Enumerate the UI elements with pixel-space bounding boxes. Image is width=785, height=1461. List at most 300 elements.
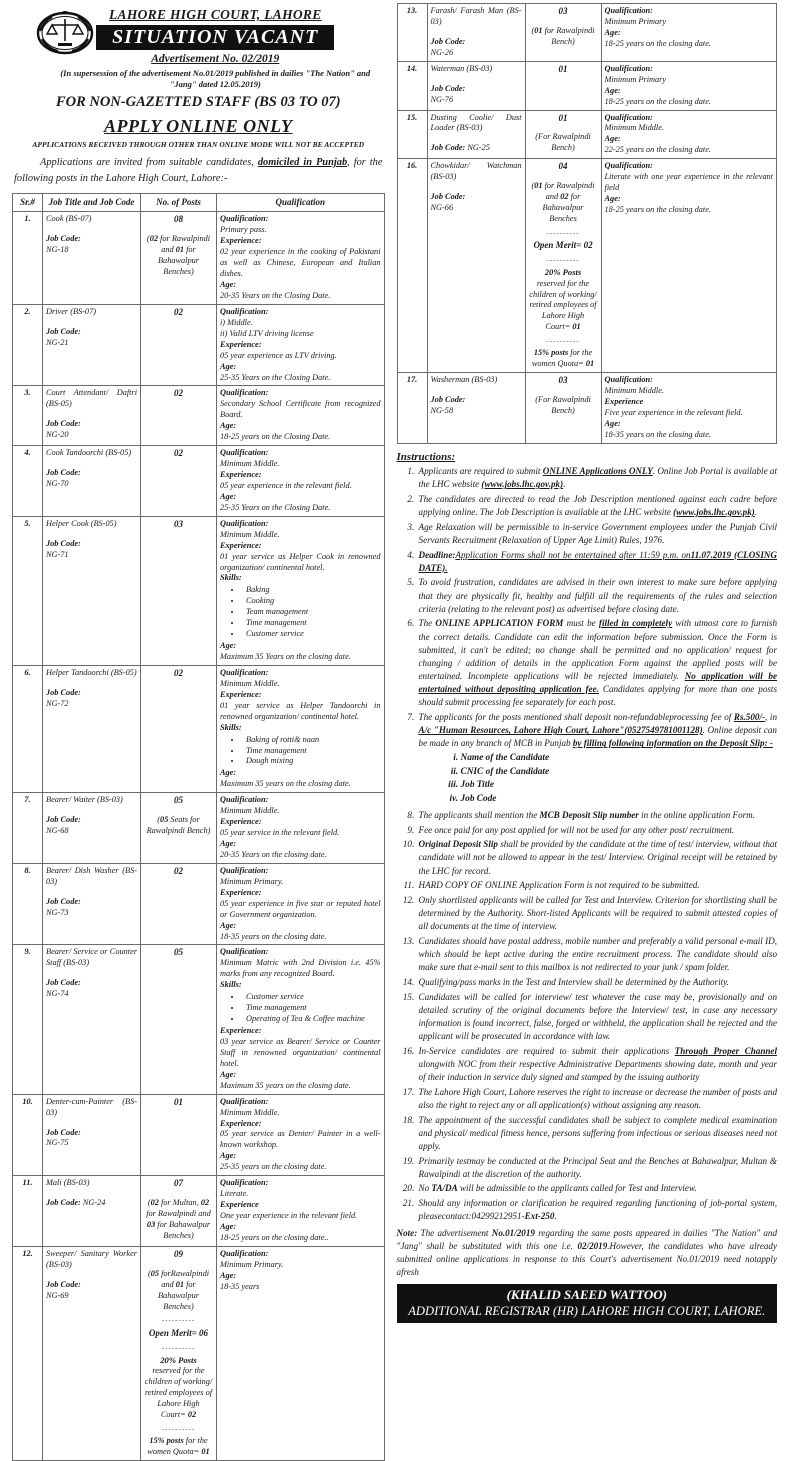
quota-text: reserved for the children of working/ retired employees of Lahore High Court= 02 — [144, 1366, 213, 1419]
table-header-row — [13, 193, 385, 212]
instruction-item: 20. No TA/DA will be admissible to the applicants called for Test and Interview. — [417, 1182, 777, 1195]
divider: ---------- — [546, 337, 580, 346]
skill-item: • Baking of rotti& naan — [242, 735, 381, 746]
cell-no-of-posts — [525, 373, 601, 444]
qualification-label: Qualification: — [604, 161, 653, 171]
cell-qualification — [217, 793, 385, 864]
experience-label: Experience: — [220, 689, 262, 699]
posts-count: 09 — [174, 1248, 183, 1259]
cell-qualification — [217, 1246, 385, 1460]
qualification-text: i) Middle. ii) Valid LTV driving license — [220, 317, 314, 338]
job-title-text: Driver (BS-07) — [46, 306, 96, 316]
job-code: Job Code: — [46, 815, 81, 825]
age-label: Age: — [604, 194, 621, 204]
cell-qualification — [217, 516, 385, 665]
divider: ---------- — [161, 1424, 196, 1433]
posts-count: 03 — [558, 375, 568, 386]
qualification-label: Qualification: — [220, 667, 269, 677]
age-label: Age: — [220, 920, 237, 930]
experience-label: Experience: — [220, 1026, 262, 1035]
table-row — [397, 159, 776, 373]
age-text: Maximum 35 Years on the closing date. — [220, 652, 351, 661]
experience-label: Experience: — [220, 540, 262, 550]
age-label: Age: — [604, 419, 621, 429]
note-label: Note: — [396, 1227, 418, 1238]
intro-text-1: Applications are invited from suitable candidates, — [40, 157, 258, 169]
posts-count: 02 — [174, 306, 183, 317]
age-text: 18-25 years on the closing date. — [604, 96, 711, 106]
age-label: Age: — [220, 491, 237, 501]
table-row — [13, 212, 385, 305]
cell-job-title — [43, 1094, 141, 1176]
cell-job-title — [43, 1246, 141, 1460]
instruction-item: 2. The candidates are directed to read the Job Description mentioned against each cadre before applying online. The Job Description is available at the LHC website (www.jobs.lhc.gov.pk). — [417, 493, 777, 519]
job-code-value: NG-76 — [430, 94, 454, 104]
cell-job-title — [43, 1176, 141, 1247]
posts-breakdown: (01 for Rawalpindi Bench) — [531, 25, 595, 46]
skills-label: Skills: — [220, 573, 242, 583]
age-text: Maximum 35 years on the closing date. — [220, 779, 351, 789]
instructions-list — [397, 465, 777, 1224]
qualification-label: Qualification: — [220, 306, 269, 316]
age-text: Maximum 35 years on the closing date. — [220, 1080, 351, 1090]
job-code-value: NG-58 — [430, 406, 454, 416]
offline-not-accepted-note: APPLICATIONS RECEIVED THROUGH OTHER THAN ONLINE MODE WILL NOT BE ACCEPTED — [32, 140, 365, 150]
job-code-value: NG-70 — [46, 479, 69, 488]
experience-text: 05 year service in the relevant field. — [220, 828, 340, 838]
col-header-qualification: Qualification — [217, 193, 385, 212]
instruction-item: 15. Candidates will be called for interview/ test whatever the case may be, provisionally and on detailed scrutiny of the original documents before the Interview/ test, in case any necessary information is found incorrect, false, forged or withheld, the application shall be rejected and the applicant will be prosecuted in accordance with law. — [417, 991, 777, 1044]
age-text: 20-35 Years on the closing date. — [220, 849, 327, 859]
qualification-text: Minimum Middle. — [220, 678, 280, 688]
age-label: Age: — [220, 1069, 237, 1079]
instruction-item: 3. Age Relaxation will be permissible to in-service Government employees under the Punjab Civil Servants Recruitment (Relaxation of Upper Age Limit) Rules, 1976. — [417, 521, 777, 547]
experience-text: 01 year service as Helper Cook in renowned organization/ continental hotel. — [220, 551, 381, 572]
divider: ---------- — [161, 1343, 196, 1352]
posts-count: 02 — [174, 667, 183, 678]
job-code-value: NG-75 — [46, 1138, 69, 1148]
posts-breakdown: (02 for Multan, 02 for Rawalpindi and 03 for Bahawalpur Benches) — [146, 1198, 211, 1240]
job-title-text: Court Attendant/ Daftri (BS-05) — [46, 388, 137, 409]
job-title-text: Cook Tandoorchi (BS-05) — [46, 448, 132, 458]
age-label: Age: — [604, 85, 621, 95]
jobs-table-right — [397, 3, 777, 444]
court-emblem-icon — [34, 7, 96, 55]
job-code-value: NG-72 — [46, 698, 69, 708]
cell-sr: 6. — [13, 665, 43, 792]
age-label: Age: — [220, 839, 237, 848]
instruction-item: 6. The ONLINE APPLICATION FORM must be filled in completely with utmost care to furnish the correct details. Candidate can edit the information before submission. Once the Form is submitted, it can't be edited; no change shall be permitted and no application/ request for changing / addition of details in the application Form against the applied posts will be entertained. Incomplete applications will be rejected immediately. No application will be entertained without depositing application fee. Candidates applying for more than one posts should submit processing fee separately for each post. — [417, 617, 777, 709]
skills-label: Skills: — [220, 980, 242, 990]
posts-count: 02 — [174, 448, 183, 459]
instructions-title: Instructions: — [396, 450, 456, 463]
job-title-text: Denter-cum-Painter (BS-03) — [46, 1096, 137, 1117]
document-header — [12, 3, 385, 149]
table-row — [13, 446, 385, 517]
cell-qualification — [217, 1094, 385, 1176]
table-row — [13, 793, 385, 864]
qualification-text: Minimum Matric with 2nd Division i.e. 45% marks from any recognized Board. — [220, 958, 381, 979]
qualification-text: Minimum Middle. — [604, 123, 664, 133]
qualification-label: Qualification: — [220, 1248, 269, 1258]
qualification-text: Minimum Middle. — [220, 529, 280, 539]
age-label: Age: — [220, 280, 237, 289]
deposit-slip-item: ii. CNIC of the Candidate — [461, 766, 777, 780]
instruction-item: 16. In-Service candidates are required to submit their applications Through Proper Channel alongwith NOC from their respective Administrative Departments showing date, month and year of their induction in service duly signed and stamped by the issuing authority — [417, 1045, 777, 1085]
posts-count: 01 — [558, 63, 568, 74]
age-text: 20-35 Years on the Closing Date. — [220, 290, 331, 300]
cell-no-of-posts — [141, 1094, 217, 1176]
job-code: Job Code: NG-24 — [46, 1198, 106, 1208]
cell-job-title — [43, 793, 141, 864]
qualification-label: Qualification: — [220, 947, 269, 957]
instruction-item: 12. Only shortlisted applicants will be called for Test and Interview. Criterion for shortlisting shall be determined by the Authority. Short-listed Applicants will be required to submit attested copies of all documents at the time of interview. — [417, 894, 777, 934]
age-text: 25-35 Years on the Closing Date. — [220, 372, 331, 382]
job-code: Job Code: — [46, 687, 81, 697]
skills-label: Skills: — [220, 722, 242, 732]
cell-sr: 13. — [397, 4, 427, 62]
job-code: Job Code: — [430, 36, 466, 46]
job-code: Job Code: — [46, 978, 81, 988]
cell-no-of-posts — [525, 4, 601, 62]
cell-sr: 14. — [397, 61, 427, 110]
qualification-text: Minimum Primary. — [220, 876, 284, 886]
posts-count: 02 — [174, 388, 183, 399]
job-code-value: NG-69 — [46, 1290, 69, 1300]
job-title-text: Helper Tandoorchi (BS-05) — [46, 667, 137, 677]
intro-text-2: , for the following posts in the Lahore High Court, Lahore:- — [14, 157, 383, 185]
table-row — [13, 304, 385, 386]
col-header-title: Job Title and Job Code — [43, 193, 141, 212]
quota-percent: 20% Posts — [544, 267, 582, 278]
apply-online-heading: APPLY ONLINE ONLY — [104, 116, 293, 137]
skills-list — [220, 585, 381, 640]
table-row — [13, 665, 385, 792]
job-code: Job Code: — [430, 192, 466, 202]
job-title-text: Washerman (BS-03) — [430, 375, 498, 385]
experience-label: Experience — [604, 397, 644, 407]
cell-qualification — [217, 212, 385, 305]
skill-item: • Cooking — [242, 596, 381, 607]
age-text: 18-35 years on the closing date. — [604, 430, 711, 440]
experience-text: 02 year experience in the cooking of Pakistani as well as Chinese, European and Italian dishes. — [220, 247, 381, 279]
age-text: 18-25 years on the closing date. — [604, 205, 711, 214]
job-title-text: Sweeper/ Sanitary Worker (BS-03) — [46, 1248, 137, 1269]
qualification-text: Minimum Middle. — [604, 386, 664, 396]
job-code-value: NG-66 — [430, 203, 454, 213]
table-row — [397, 4, 776, 62]
qualification-label: Qualification: — [220, 865, 269, 875]
cell-sr: 12. — [13, 1246, 43, 1460]
cell-sr: 7. — [13, 793, 43, 864]
instruction-item: 1. Applicants are required to submit ONLINE Applications ONLY. Online Job Portal is available at the LHC website (www.jobs.lhc.gov.pk). — [417, 465, 777, 491]
cell-sr: 17. — [397, 373, 427, 444]
instruction-item: 21. Should any information or clarification be required regarding functioning of job-portal system, pleasecontact:04299212951-Ext-250. — [417, 1197, 777, 1223]
experience-label: Experience: — [220, 887, 262, 897]
job-code: Job Code: — [46, 1127, 81, 1137]
cell-sr: 3. — [13, 386, 43, 446]
women-quota: 15% posts for the women Quota= 01 — [147, 1436, 210, 1456]
posts-count: 03 — [174, 518, 183, 529]
age-text: 18-25 years on the closing date.. — [220, 1232, 329, 1242]
qualification-label: Qualification: — [220, 214, 269, 224]
cell-no-of-posts — [141, 793, 217, 864]
cell-no-of-posts — [525, 110, 601, 159]
divider: ---------- — [161, 1316, 196, 1325]
cell-qualification — [601, 61, 776, 110]
skill-item: • Team management — [242, 607, 381, 618]
job-code: Job Code: — [430, 395, 466, 405]
cell-no-of-posts — [525, 61, 601, 110]
age-label: Age: — [220, 1151, 237, 1161]
job-code-value: NG-68 — [46, 826, 69, 836]
cell-qualification — [601, 159, 776, 373]
table-row — [397, 110, 776, 159]
posts-count: 08 — [174, 214, 183, 225]
instruction-item: 13. Candidates should have postal address, mobile number and preferably a valid personal e-mail ID, which should be kept active during the entire recruitment process. The candidate should also make sure that e-mail sent to this mailbox is not redirected to your junk / spam folder. — [417, 935, 777, 975]
age-text: 18-35 years on the closing date. — [220, 931, 327, 941]
signatory-name: (KHALID SAEED WATTOO) — [506, 1287, 667, 1303]
posts-count: 03 — [558, 6, 568, 16]
qualification-text: Literate with one year experience in the relevant field — [604, 172, 773, 193]
instruction-item: 14. Qualifying/pass marks in the Test and Interview shall be determined by the Authority. — [417, 976, 777, 989]
skill-item: • Baking — [242, 585, 381, 596]
table-row — [397, 61, 776, 110]
job-code-value: NG-21 — [46, 337, 69, 347]
cell-job-title — [43, 863, 141, 945]
qualification-text: Secondary School Certificate from recognized Board. — [220, 399, 381, 420]
job-title-text: Bearer/ Waiter (BS-03) — [46, 795, 123, 805]
cell-qualification — [217, 446, 385, 517]
table-row — [13, 945, 385, 1094]
cell-no-of-posts — [141, 386, 217, 446]
experience-text: 05 year experience in the relevant field. — [220, 480, 352, 490]
quota-text: reserved for the children of working/ retired employees of Lahore High Court= 01 — [529, 278, 597, 332]
skill-item: • Time management — [242, 618, 381, 629]
situation-vacant-banner: SITUATION VACANT — [96, 25, 334, 50]
age-text: 25-35 Years on the Closing Date. — [220, 502, 331, 512]
cell-no-of-posts — [141, 1176, 217, 1247]
table-row — [13, 516, 385, 665]
age-label: Age: — [220, 361, 237, 371]
instruction-item: 17. The Lahore High Court, Lahore reserves the right to increase or decrease the number of posts and also the right to reject any or all application(s) without assigning any reason. — [417, 1086, 777, 1112]
left-column — [4, 3, 391, 1456]
posts-breakdown: (01 for Rawalpindi and 02 for Bahawalpur Benches — [531, 181, 595, 223]
cell-job-title — [427, 159, 525, 373]
right-column — [395, 3, 781, 1319]
signatory-designation: ADDITIONAL REGISTRAR (HR) LAHORE HIGH COURT, LAHORE. — [408, 1304, 766, 1319]
instruction-item: 19. Primarily testmay be conducted at the Principal Seat and the Benches at Bahawalpur, Multan & Rawalpindi at the discretion of the authority. — [417, 1155, 777, 1181]
qualification-text: Minimum Middle. — [220, 806, 280, 816]
experience-label: Experience: — [220, 817, 262, 827]
posts-count: 05 — [174, 947, 183, 958]
women-quota: 15% posts for the women Quota= 01 — [531, 348, 595, 369]
cell-job-title — [427, 61, 525, 110]
divider: ---------- — [546, 255, 580, 264]
job-code: Job Code: — [46, 419, 81, 429]
cell-no-of-posts — [141, 863, 217, 945]
instruction-item: 4. Deadline:Application Forms shall not be entertained after 11:59 p.m. on11.07.2019 (CLOSING DATE). — [417, 549, 777, 575]
age-text: 18-25 years on the Closing Date. — [220, 432, 331, 442]
job-title-text: Bearer/ Service or Counter Staff (BS-03) — [46, 947, 137, 968]
table-row — [13, 863, 385, 945]
job-title-text: Waterman (BS-03) — [430, 63, 493, 73]
instruction-item: 5. To avoid frustration, candidates are advised in their own interest to make sure before applying that they are physically fit, healthy and fulfill all the requirements of the rules and selection criteria (relating to the relevant post) as advertised before closing date. — [417, 576, 777, 616]
cell-job-title — [43, 945, 141, 1094]
experience-text: 05 year service as Denter/ Painter in a well-known workshop. — [220, 1129, 381, 1150]
age-label: Age: — [220, 1270, 237, 1280]
qualification-text: Primary pass. — [220, 225, 267, 235]
posts-count: 04 — [558, 161, 568, 172]
skills-list — [220, 992, 381, 1025]
job-code-value: NG-73 — [46, 907, 69, 917]
experience-label: Experience: — [220, 339, 262, 349]
skill-item: • Time management — [242, 1003, 381, 1014]
instruction-item: 8. The applicants shall mention the MCB Deposit Slip number in the online application Form. — [417, 809, 777, 822]
age-label: Age: — [604, 27, 621, 37]
age-text: 22-25 years on the closing date. — [604, 145, 711, 155]
skill-item: • Time management — [242, 746, 381, 757]
job-code-value: NG-74 — [46, 989, 69, 999]
cell-sr: 11. — [13, 1176, 43, 1247]
cell-job-title — [43, 212, 141, 305]
experience-text: Five year experience in the relevant field. — [604, 408, 743, 418]
cell-job-title — [43, 516, 141, 665]
experience-text: 05 year experience as LTV driving. — [220, 350, 337, 360]
posts-breakdown: (05 forRawalpindi and 01 for Bahawalpur Benches) — [147, 1268, 210, 1311]
posts-count: 05 — [174, 795, 183, 806]
age-label: Age: — [604, 134, 621, 144]
intro-domicile: domiciled in Punjab — [257, 157, 348, 169]
job-title-text: Farash/ Farash Man (BS-03) — [430, 6, 522, 26]
qualification-text: Minimum Primary. — [220, 1259, 284, 1269]
posts-count: 07 — [174, 1178, 183, 1189]
age-label: Age: — [220, 1221, 237, 1231]
skill-item: • Dough mixing — [242, 756, 381, 767]
advertisement-number: Advertisement No. 02/2019 — [151, 53, 280, 65]
table-row — [13, 1246, 385, 1460]
job-title-text: Helper Cook (BS-05) — [46, 518, 117, 528]
posts-count: 02 — [174, 865, 183, 876]
cell-sr: 15. — [397, 110, 427, 159]
qualification-label: Qualification: — [220, 1178, 269, 1188]
table-row — [397, 373, 776, 444]
job-code: Job Code: — [46, 234, 81, 244]
job-code-value: NG-20 — [46, 430, 69, 440]
note-block — [397, 1227, 777, 1280]
job-title-text: Chowkidar/ Watchman (BS-03) — [430, 161, 522, 182]
posts-breakdown: (05 Seats for Rawalpindi Bench) — [146, 815, 211, 836]
table-row — [13, 1176, 385, 1247]
qualification-label: Qualification: — [604, 112, 653, 122]
supersession-note: (In supersession of the advertisement No.01/2019 published in dailies "The Nation" and "Jang" dated 12.05.2019) — [60, 68, 371, 89]
job-code: Job Code: — [46, 1279, 81, 1289]
cell-no-of-posts — [141, 516, 217, 665]
cell-job-title — [43, 446, 141, 517]
col-header-sr: Sr.# — [13, 193, 43, 212]
deposit-slip-item: iii. Job Title — [461, 779, 777, 793]
experience-label: Experience: — [220, 1118, 262, 1128]
open-merit: Open Merit= 02 — [533, 240, 593, 251]
instruction-item: 18. The appointment of the successful candidates shall be subject to complete medical examination and physical/ medical fitness hence, persons suffering from infectious or serious diseases need not apply. — [417, 1114, 777, 1154]
cell-sr: 10. — [13, 1094, 43, 1176]
job-code-value: NG-18 — [46, 245, 69, 255]
deposit-slip-item: i. Name of the Candidate — [461, 752, 777, 766]
posts-breakdown: (For Rawalpindi Bench) — [535, 132, 591, 153]
age-text: 25-35 years on the closing date. — [220, 1162, 327, 1172]
note-text: The advertisement No.01/2019 regarding the same posts appeared in dailies "The Nation" and "Jang" shall be substituted with this one i.e. 02/2019.However, the candidates who have already submitted online applications in response to this Court's advertisement No.01/2019 need notapply afresh — [396, 1227, 777, 1278]
age-label: Age: — [220, 768, 237, 778]
qualification-text: Minimum Middle. — [220, 459, 280, 469]
qualification-label: Qualification: — [220, 518, 269, 528]
table-row — [13, 386, 385, 446]
experience-label: Experience: — [220, 470, 262, 479]
qualification-text: Minimum Middle. — [220, 1107, 280, 1117]
jobs-table-left — [12, 193, 385, 1461]
experience-text: One year experience in the relevant field. — [220, 1211, 358, 1220]
experience-label: Experience: — [220, 236, 262, 246]
cell-job-title — [43, 386, 141, 446]
divider: ---------- — [546, 228, 580, 237]
cell-sr: 8. — [13, 863, 43, 945]
cell-job-title — [427, 110, 525, 159]
instruction-item: 7. The applicants for the posts mentioned shall deposit non-refundableprocessing fee of Rs.500/-, in A/c "Human Resources, Lahore High Court, Lahore"(0527549781001128). Online deposit can be made in any branch of MCB in Punjab by filling following information on the Deposit Slip: - i. Name of the Candidate ii. CNIC of the Candidate iii. Job Title iv. Job Code — [417, 711, 777, 807]
job-code: Job Code: — [46, 326, 81, 336]
job-title-text: Cook (BS-07) — [46, 214, 92, 224]
cell-qualification — [601, 110, 776, 159]
cell-no-of-posts — [141, 945, 217, 1094]
job-code: Job Code: — [430, 83, 466, 93]
cell-job-title — [43, 665, 141, 792]
posts-count: 01 — [558, 112, 568, 123]
job-title-text: Bearer/ Dish Washer (BS-03) — [46, 865, 137, 886]
skill-item: • Customer service — [242, 629, 381, 640]
cell-sr: 4. — [13, 446, 43, 517]
cell-qualification — [217, 863, 385, 945]
qualification-label: Qualification: — [220, 795, 269, 805]
table-row — [13, 1094, 385, 1176]
qualification-label: Qualification: — [220, 448, 269, 458]
skills-list — [220, 735, 381, 768]
qualification-label: Qualification: — [604, 375, 653, 385]
cell-qualification — [601, 373, 776, 444]
job-code-value: NG-71 — [46, 549, 69, 559]
qualification-label: Qualification: — [604, 63, 653, 73]
cell-qualification — [217, 1176, 385, 1247]
cell-qualification — [217, 386, 385, 446]
cell-no-of-posts — [141, 304, 217, 386]
instruction-item: 11. HARD COPY OF ONLINE Application Form is not required to be submitted. — [417, 879, 777, 892]
deposit-slip-list — [419, 752, 777, 808]
cell-sr: 9. — [13, 945, 43, 1094]
qualification-text: Minimum Primary — [604, 16, 667, 26]
job-title-text: Dusting Coolie/ Dust Loader (BS-03) — [430, 112, 522, 133]
cell-job-title — [427, 373, 525, 444]
cell-sr: 2. — [13, 304, 43, 386]
skill-item: • Customer service — [242, 992, 381, 1003]
cell-no-of-posts — [525, 159, 601, 373]
qualification-text: Literate. — [220, 1189, 249, 1199]
intro-paragraph — [14, 155, 383, 187]
age-text: 18-35 years — [220, 1281, 260, 1291]
cell-qualification — [601, 4, 776, 62]
job-title-text: Mali (BS-03) — [46, 1178, 90, 1188]
cell-qualification — [217, 304, 385, 386]
posts-breakdown: (02 for Rawalpindi and 01 for Bahawalpur Benches) — [146, 234, 211, 277]
non-gazetted-heading: FOR NON-GAZETTED STAFF (BS 03 TO 07) — [55, 94, 341, 111]
cell-no-of-posts — [141, 212, 217, 305]
cell-sr: 16. — [397, 159, 427, 373]
